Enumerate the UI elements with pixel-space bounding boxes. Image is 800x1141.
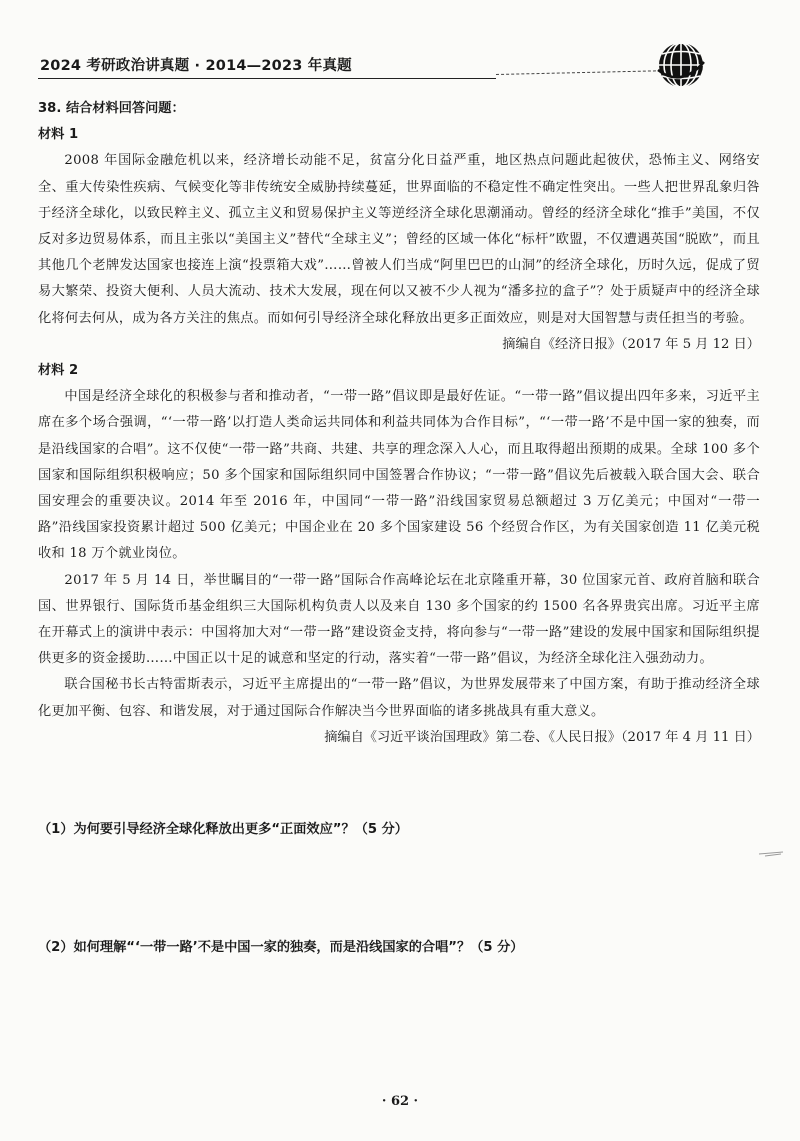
- material-1-title: 材料 1: [38, 127, 79, 143]
- globe-icon: [656, 40, 706, 90]
- material-1-source: 摘编自《经济日报》（2017 年 5 月 12 日）: [502, 336, 760, 352]
- pencil-mark: [757, 848, 787, 860]
- question-heading: 38. 结合材料回答问题：: [38, 101, 185, 116]
- material-2-paragraph: 2017 年 5 月 14 日，举世瞩目的“一带一路”国际合作高峰论坛在北京隆重开幕，30 位国家元首、政府首脑和联合国、世界银行、国际货币基金组织三大国际机构负责人以及来自 130 多个国家的约 1500 名各界贵宾出席。习近平主席在开幕式上的演讲中表示：中国将加大对“一带一路”建设资金支持，将向参与“一带一路”建设的发展中国家和国际组织提供更多的资金援助……中国正以十足的诚意和坚定的行动，落实着“一带一路”倡议，为经济全球化注入强劲动力。: [38, 572, 760, 667]
- material-2-title: 材料 2: [38, 363, 79, 379]
- page-header: [38, 40, 760, 90]
- page-content: [38, 96, 760, 751]
- header-rule: [38, 78, 496, 79]
- header-dashed-rule: [496, 70, 656, 75]
- sub-question-2: （2）如何理解“‘一带一路’不是中国一家的独奏，而是沿线国家的合唱”？（5 分）: [38, 940, 524, 955]
- material-2-paragraph: 联合国秘书长古特雷斯表示，习近平主席提出的“一带一路”倡议，为世界发展带来了中国方案，有助于推动经济全球化更加平衡、包容、和谐发展，对于通过国际合作解决当今世界面临的诸多挑战具有重大意义。: [38, 677, 760, 719]
- material-2-source: 摘编自《习近平谈治国理政》第二卷、《人民日报》（2017 年 4 月 11 日）: [324, 729, 760, 745]
- sub-question-1: （1）为何要引导经济全球化释放出更多“正面效应”？（5 分）: [38, 822, 408, 837]
- material-2-paragraph: 中国是经济全球化的积极参与者和推动者，“一带一路”倡议即是最好佐证。“一带一路”倡议提出四年多来，习近平主席在多个场合强调，“‘一带一路’以打造人类命运共同体和利益共同体为合作目标”，“‘一带一路’不是中国一家的独奏，而是沿线国家的合唱”。这不仅使“一带一路”共商、共建、共享的理念深入人心，而且取得超出预期的成果。全球 100 多个国家和国际组织积极响应；50 多个国家和国际组织同中国签署合作协议；“一带一路”倡议先后被载入联合国大会、联合国安理会的重要决议。2014 年至 2016 年，中国同“一带一路”沿线国家贸易总额超过 3 万亿美元；中国对“一带一路”沿线国家投资累计超过 500 亿美元；中国企业在 20 多个国家建设 56 个经贸合作区，为有关国家创造 11 亿美元税收和 18 万个就业岗位。: [38, 389, 760, 562]
- header-title: 2024 考研政治讲真题 · 2014—2023 年真题: [40, 58, 352, 74]
- material-1-paragraph: 2008 年国际金融危机以来，经济增长动能不足，贫富分化日益严重，地区热点问题此起彼伏，恐怖主义、网络安全、重大传染性疾病、气候变化等非传统安全威胁持续蔓延，世界面临的不稳定性不确定性突出。一些人把世界乱象归咎于经济全球化，以致民粹主义、孤立主义和贸易保护主义等逆经济全球化思潮涌动。曾经的经济全球化“推手”美国，不仅反对多边贸易体系，而且主张以“美国主义”替代“全球主义”；曾经的区域一体化“标杆”欧盟，不仅遭遇英国“脱欧”，而且其他几个老牌发达国家也接连上演“投票箱大戏”……曾被人们当成“阿里巴巴的山洞”的经济全球化，历时久远，促成了贸易大繁荣、投资大便利、人员大流动、技术大发展，现在何以又被不少人视为“潘多拉的盒子”？处于质疑声中的经济全球化将何去何从，成为各方关注的焦点。而如何引导经济全球化释放出更多正面效应，则是对大国智慧与责任担当的考验。: [38, 153, 760, 326]
- page-number: · 62 ·: [381, 1094, 419, 1109]
